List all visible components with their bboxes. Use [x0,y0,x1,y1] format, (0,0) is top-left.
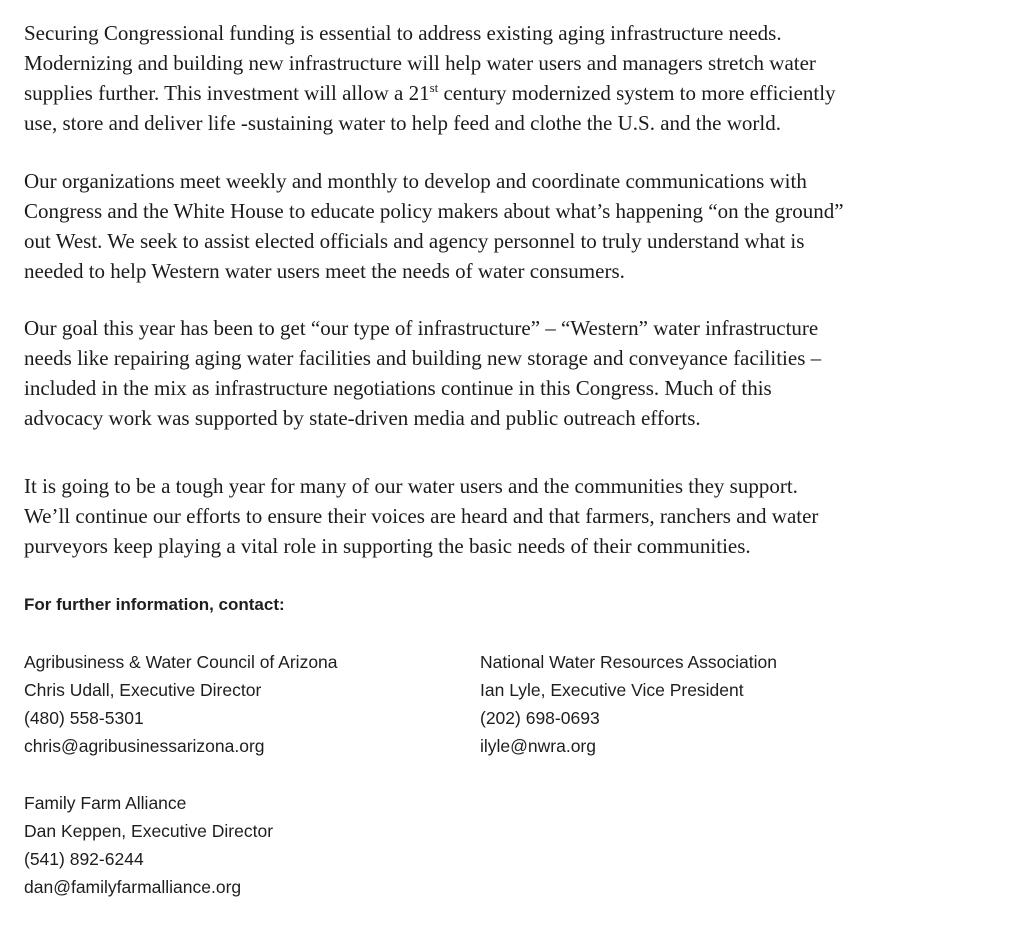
line-text: century modernized system to more efficiently [438,81,836,105]
paragraph-line: Our organizations meet weekly and monthly to develop and coordinate communications with [24,169,807,193]
paragraph-line: included in the mix as infrastructure negotiations continue in this Congress. Much of this [24,376,772,400]
paragraph-line: Modernizing and building new infrastructure will help water users and managers stretch water [24,51,816,75]
paragraph-line: use, store and deliver life -sustaining water to help feed and clothe the U.S. and the world. [24,111,781,135]
contact-block-agribusiness [24,648,338,760]
contact-block-nwra [480,648,777,760]
paragraph-tough-year [24,471,1009,561]
paragraph-organizations [24,166,1009,286]
contact-block-family-farm [24,789,273,901]
contact-heading: For further information, contact: [24,595,285,614]
ordinal-superscript: st [429,80,439,95]
line-text: supplies further. This investment will allow a 21 [24,81,430,105]
paragraph-line: Our goal this year has been to get “our type of infrastructure” – “Western” water infrastructure [24,316,819,340]
contact-person: Ian Lyle, Executive Vice President [480,680,744,700]
contact-person: Dan Keppen, Executive Director [24,821,274,841]
paragraph-line: Congress and the White House to educate policy makers about what’s happening “on the ground” [24,199,844,223]
contact-email: dan@familyfarmalliance.org [24,877,242,897]
contact-phone: (541) 892-6244 [24,849,144,869]
paragraph-line: advocacy work was supported by state-driven media and public outreach efforts. [24,406,701,430]
paragraph-line: purveyors keep playing a vital role in supporting the basic needs of their communities. [24,534,751,558]
contact-email: ilyle@nwra.org [480,736,596,756]
contact-phone: (480) 558-5301 [24,708,144,728]
contact-organization: National Water Resources Association [480,652,777,672]
paragraph-line: needs like repairing aging water facilities and building new storage and conveyance facilities – [24,346,822,370]
paragraph-line: It is going to be a tough year for many of our water users and the communities they support. [24,474,798,498]
paragraph-line: needed to help Western water users meet the needs of water consumers. [24,259,625,283]
contact-phone: (202) 698-0693 [480,708,600,728]
paragraph-line [24,78,1009,108]
contact-person: Chris Udall, Executive Director [24,680,262,700]
paragraph-line: Securing Congressional funding is essential to address existing aging infrastructure needs. [24,21,782,45]
paragraph-goal [24,313,1009,433]
contact-email: chris@agribusinessarizona.org [24,736,265,756]
paragraph-line: out West. We seek to assist elected officials and agency personnel to truly understand what is [24,229,805,253]
paragraph-line: We’ll continue our efforts to ensure their voices are heard and that farmers, ranchers and water [24,504,819,528]
paragraph-funding [24,18,1009,138]
contact-organization: Agribusiness & Water Council of Arizona [24,652,338,672]
contact-organization: Family Farm Alliance [24,793,187,813]
